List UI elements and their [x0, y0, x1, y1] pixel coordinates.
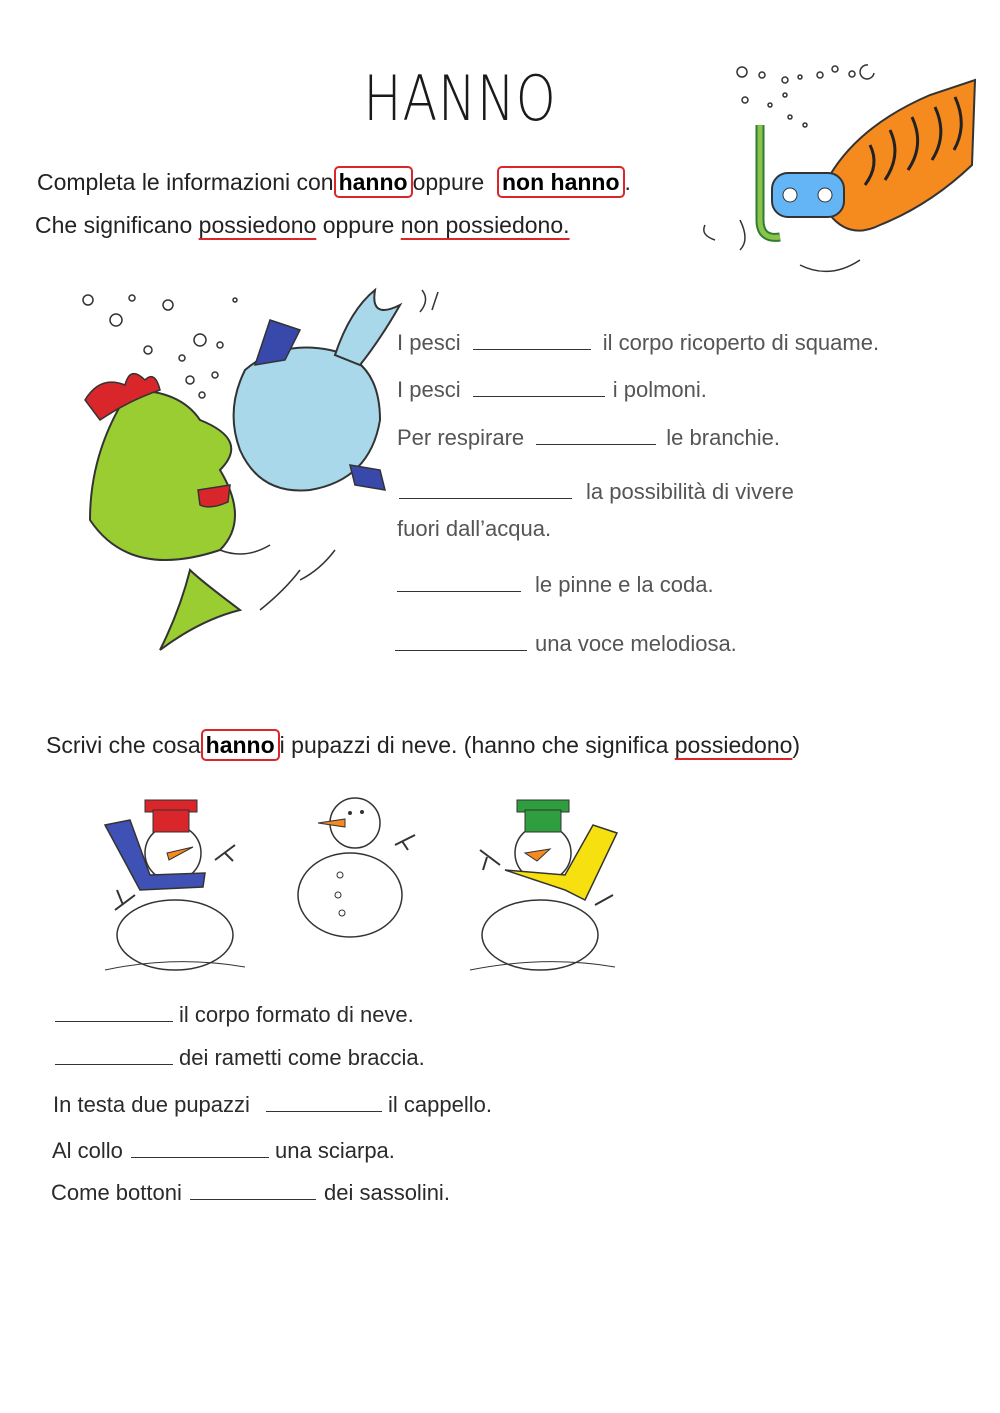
- question-text: una voce melodiosa.: [535, 631, 737, 656]
- intro-line-2: [35, 212, 570, 239]
- question-text: una sciarpa.: [275, 1138, 395, 1163]
- snowman-question-5: [51, 1179, 450, 1206]
- question-text: Per respirare: [397, 425, 525, 450]
- snowman-instruction: [46, 729, 800, 761]
- question-text: il corpo ricoperto di squame.: [602, 330, 880, 355]
- question-text: I pesci: [397, 377, 461, 402]
- answer-blank[interactable]: [473, 376, 605, 397]
- question-text: Come bottoni: [51, 1180, 182, 1205]
- keyword-non-possiedono: non possiedono.: [400, 212, 570, 238]
- snorkel-cat-illustration: [680, 55, 980, 285]
- keyword-possiedono: possiedono: [198, 212, 317, 238]
- question-text: Al collo: [52, 1138, 123, 1163]
- instruction-text: i pupazzi di neve. (hanno che significa: [279, 732, 669, 758]
- fish-question-2: [397, 376, 707, 403]
- fish-question-1: [397, 329, 879, 356]
- fish-question-6: [395, 630, 737, 657]
- answer-blank[interactable]: [55, 1044, 173, 1065]
- instruction-text: ): [792, 732, 801, 758]
- question-text: dei rametti come braccia.: [179, 1045, 425, 1070]
- answer-blank[interactable]: [473, 329, 591, 350]
- instruction-text: Scrivi che cosa: [46, 732, 201, 758]
- fish-question-4-cont: fuori dall’acqua.: [397, 516, 552, 541]
- answer-blank[interactable]: [55, 1001, 173, 1022]
- intro-text: oppure: [412, 169, 485, 195]
- answer-blank[interactable]: [399, 478, 572, 499]
- keyword-possiedono: possiedono: [674, 732, 793, 758]
- fish-question-5: [397, 571, 714, 598]
- snowman-plain-illustration: [290, 795, 430, 945]
- keyword-hanno: hanno: [334, 166, 413, 198]
- answer-blank[interactable]: [397, 571, 521, 592]
- question-text: In testa due pupazzi: [53, 1092, 250, 1117]
- fish-question-4: [397, 478, 794, 505]
- answer-blank[interactable]: [131, 1137, 269, 1158]
- snowman-blue-red-illustration: [95, 795, 255, 980]
- answer-blank[interactable]: [190, 1179, 316, 1200]
- question-text: dei sassolini.: [323, 1180, 450, 1205]
- answer-blank[interactable]: [395, 630, 527, 651]
- answer-blank[interactable]: [536, 424, 656, 445]
- question-text: le pinne e la coda.: [535, 572, 714, 597]
- page-title: HANNO: [363, 62, 557, 135]
- intro-text: oppure: [322, 212, 395, 238]
- snowman-green-yellow-illustration: [465, 795, 625, 980]
- fish-illustration: [70, 280, 450, 660]
- intro-line-1: [37, 166, 631, 198]
- question-text: il cappello.: [388, 1092, 492, 1117]
- snowman-question-3: [53, 1091, 492, 1118]
- keyword-hanno: hanno: [201, 729, 280, 761]
- fish-question-3: [397, 424, 780, 451]
- question-text: il corpo formato di neve.: [179, 1002, 414, 1027]
- intro-text: Completa le informazioni con: [37, 169, 334, 195]
- answer-blank[interactable]: [266, 1091, 382, 1112]
- question-text: I pesci: [397, 330, 461, 355]
- question-text: la possibilità di vivere: [586, 479, 794, 504]
- intro-text: .: [624, 169, 631, 195]
- intro-text: Che significano: [35, 212, 193, 238]
- snowman-question-2: [55, 1044, 425, 1071]
- question-text: i polmoni.: [612, 377, 707, 402]
- keyword-non-hanno: non hanno: [497, 166, 625, 198]
- question-text: le branchie.: [666, 425, 781, 450]
- snowman-question-4: [52, 1137, 395, 1164]
- snowman-question-1: [55, 1001, 414, 1028]
